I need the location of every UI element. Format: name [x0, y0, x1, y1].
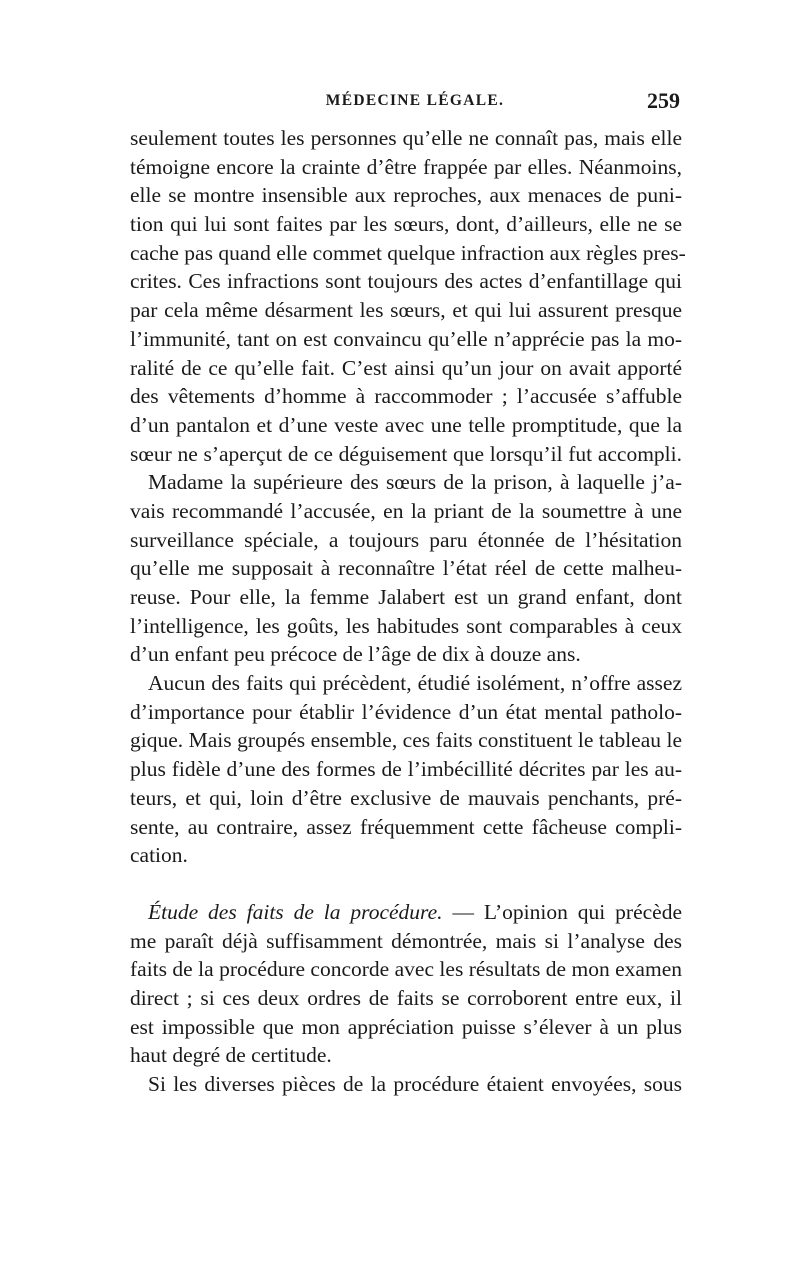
running-title: MÉDECINE LÉGALE. [325, 92, 505, 109]
text-line: reuse. Pour elle, la femme Jalabert est un grand enfant, dont [130, 585, 682, 609]
text-line: direct ; si ces deux ordres de faits se corroborent entre eux, il [130, 985, 682, 1010]
text-line: qu’elle me supposait à reconnaître l’état réel de cette malheu- [130, 556, 682, 581]
text-line: tion qui lui sont faites par les sœurs, dont, d’ailleurs, elle ne se [130, 212, 682, 237]
text-line: sente, au contraire, assez fréquemment cette fâcheuse compli- [130, 814, 682, 839]
text-line: elle se montre insensible aux reproches, aux menaces de puni- [130, 183, 682, 208]
text-line: teurs, et qui, loin d’être exclusive de mauvais penchants, pré- [130, 785, 682, 810]
text-line: cache pas quand elle commet quelque infraction aux règles pres- [130, 240, 686, 265]
text-line: d’importance pour établir l’évidence d’un état mental patholo- [130, 699, 682, 724]
text-line: par cela même désarment les sœurs, et qui lui assurent presque [130, 298, 682, 323]
text-line: plus fidèle d’une des formes de l’imbécillité décrites par les au- [130, 757, 682, 782]
text-line: d’un pantalon et d’une veste avec une telle promptitude, que la [130, 412, 682, 437]
page-number: 259 [647, 88, 680, 113]
text-line: surveillance spéciale, a toujours paru étonnée de l’hésitation [130, 527, 682, 552]
text-line: Si les diverses pièces de la procédure étaient envoyées, sous [148, 1072, 682, 1096]
text-line: témoigne encore la crainte d’être frappée par elles. Néanmoins, [130, 154, 682, 179]
text-line: Aucun des faits qui précèdent, étudié isolément, n’offre assez [148, 671, 682, 696]
text-line: crites. Ces infractions sont toujours des actes d’enfantillage qui [130, 269, 682, 294]
text-line: me paraît déjà suffisamment démontrée, mais si l’analyse des [130, 928, 682, 953]
text-line: vais recommandé l’accusée, en la priant de la soumettre à une [130, 498, 682, 523]
running-header [148, 88, 682, 118]
section-gap [130, 870, 682, 898]
text-line: faits de la procédure concorde avec les résultats de mon examen [130, 957, 682, 982]
section-heading: Étude des faits de la procédure. [148, 899, 443, 924]
heading-continuation: — L’opinion qui précède [442, 899, 682, 924]
text-line: Madame la supérieure des sœurs de la prison, à laquelle j’a- [148, 470, 682, 495]
text-line: est impossible que mon appréciation puisse s’élever à un plus [130, 1014, 682, 1039]
text-line: sœur ne s’aperçut de ce déguisement que lorsqu’il fut accompli. [130, 441, 682, 466]
body-text [130, 124, 686, 1099]
paragraph-3 [130, 669, 682, 870]
text-line: l’immunité, tant on est convaincu qu’elle n’apprécie pas la mo- [130, 326, 682, 351]
text-line: haut degré de certitude. [130, 1043, 332, 1068]
text-line: cation. [130, 843, 188, 868]
text-line: seulement toutes les personnes qu’elle ne connaît pas, mais elle [130, 126, 682, 150]
paragraph-5 [130, 1070, 682, 1099]
text-line: d’un enfant peu précoce de l’âge de dix à douze ans. [130, 642, 581, 667]
paragraph-2 [130, 468, 682, 669]
text-line: l’intelligence, les goûts, les habitudes sont comparables à ceux [130, 613, 682, 638]
paragraph-4 [130, 898, 682, 1070]
paragraph-1 [130, 124, 686, 468]
text-line: gique. Mais groupés ensemble, ces faits constituent le tableau le [130, 728, 682, 753]
text-line-heading [130, 898, 682, 927]
text-line: ralité de ce qu’elle fait. C’est ainsi qu’un jour on avait apporté [130, 355, 682, 380]
text-line: des vêtements d’homme à raccommoder ; l’accusée s’affuble [130, 384, 682, 409]
